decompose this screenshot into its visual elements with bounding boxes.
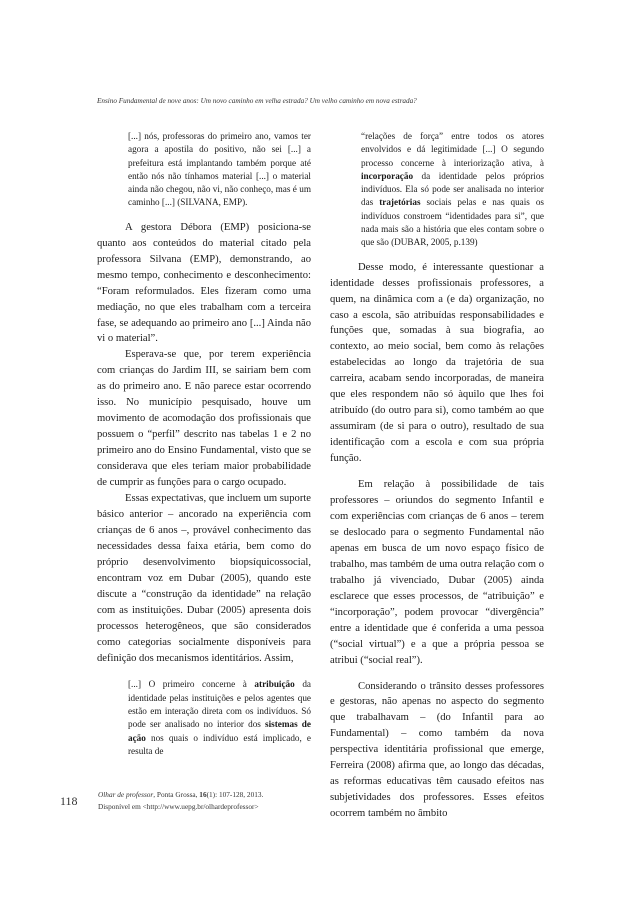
quote-text: da identidade pelos próprios indivíduos. Ela só pode ser analisada no interior das [361, 170, 544, 208]
block-quote-dubar-part2 [361, 130, 544, 250]
paragraph-expectativa: Esperava-se que, por terem experiência com crianças do Jardim III, se sairiam bem com as do primeiro ano. E não parece estar ocorrendo isso. No município pesquisado, houve um movimento de acomodação dos profissionais que possuem o “perfil” descrito nas tabelas 1 e 2 no primeiro ano do Ensino Fundamental, visto que se considerava que eles teriam maior probabilidade de cumprir as funções para o cargo ocupado. [97, 349, 311, 489]
right-column [330, 130, 544, 822]
block-quote-dubar-part1 [128, 678, 311, 758]
citation-issue-pages: (1): 107-128, 2013. [206, 790, 264, 799]
paragraph-deslocamento: Em relação à possibilidade de tais professores – oriundos do segmento Infantil e com experiências com crianças de 6 anos – terem se deslocado para o segmento Fundamental não apenas em busca de um novo espaço físico de trabalho, mas também de uma outra relação com o trabalho já vivenciado, Dubar (2005) ainda esclarece que esses processos, de “atribuição” e “incorporação”, podem provocar “divergência” entre a identidade que é conferida a uma pessoa (“social virtual”) e a que a própria pessoa se atribui (“social real”). [330, 479, 544, 666]
journal-title: Olhar de professor [98, 790, 154, 799]
left-column [97, 130, 311, 758]
block-quote-silvana: [...] nós, professoras do primeiro ano, vamos ter agora a apostila do positivo, não sei [...] a prefeitura está implantando também porque até então nós não tínhamos material [...] o material ainda não chegou, não vi, não conheço, mas é um caminho [...] (SILVANA, EMP). [128, 131, 311, 208]
citation-line [98, 789, 398, 801]
quote-text: [...] O primeiro concerne à [128, 679, 255, 690]
quote-text: “relações de força” entre todos os atores envolvidos e dá legitimidade [...] O segundo processo concerne à interiorização ativa, à [361, 131, 544, 168]
running-header: Ensino Fundamental de nove anos: Um novo caminho em velha estrada? Um velho caminho em nova estrada? [97, 97, 417, 105]
citation-place: , Ponta Grossa, [153, 790, 200, 799]
page-number: 118 [60, 794, 78, 808]
quote-text: da identidade pelas instituições e pelos agentes que estão em interação direta com os indivíduos. Só pode ser analisado no interior dos [128, 679, 312, 730]
quote-bold-term: atribuição [254, 679, 295, 690]
quote-bold-term: incorporação [361, 170, 414, 181]
quote-bold-term: sistemas de ação [128, 719, 311, 743]
footer-citation [98, 789, 398, 812]
paragraph-identidade: Desse modo, é interessante questionar a identidade desses profissionais professores, a quem, na dinâmica com a (e da) organização, no caso a escola, são atribuídas responsabilidades e funções que, somadas à sua biografia, ao contexto, ao meio social, bem como às relações estabelecidas ao longo da trajetória de sua carreira, acabam sendo incorporadas, de maneira que eles respondem não só àquilo que lhes foi atribuído (do outro para si), como também ao que assumiram (de si para o outro), resultado de sua identificação com a escola e com sua própria função. [330, 261, 544, 465]
quote-text: sociais pelas e nas quais os indivíduos constroem “identidades para si”, que nada mais são a história que eles contam sobre o que são (DUBAR, 2005, p.139) [361, 197, 544, 248]
citation-volume: 16 [199, 790, 207, 799]
quote-text: nos quais o indivíduo está implicado, e resulta de [128, 732, 311, 756]
paragraph-debora: A gestora Débora (EMP) posiciona-se quanto aos conteúdos do material citado pela professora Silvana (EMP), demonstrando, ao mesmo tempo, conhecimento e desconhecimento: “Foram reformulados. Eles fizeram como uma mediação, no que eles trabalham com a terceira fase, se adequando ao primeiro ano [...] Ainda não vi o material”. [97, 221, 311, 345]
paragraph-ferreira: Considerando o trânsito desses professores e gestoras, não apenas no aspecto do segmento que trabalhavam – (do Infantil para ao Fundamental) – como também da nova perspectiva identitária profissional que emerge, Ferreira (2008) afirma que, ao longo das décadas, as reformas educativas têm causado efeitos nas subjetividades dos professores. Esses efeitos ocorrem também no âmbito [330, 680, 544, 820]
quote-bold-term: trajetórias [379, 197, 421, 208]
availability-line: Disponível em <http://www.uepg.br/olhardeprofessor> [98, 801, 259, 811]
paragraph-dubar-intro: Essas expectativas, que incluem um suporte básico anterior – ancorado na experiência com crianças de 6 anos –, provável conhecimento das necessidades dessa faixa etária, bem como do próprio desenvolvimento biopsíquicossocial, encontram voz em Dubar (2005), quando este discute a “construção da identidade” na relação com as instituições. Dubar (2005) apresenta dois processos heterogêneos, que são considerados como categorias socialmente disponíveis para definição dos mecanismos identitários. Assim, [97, 492, 311, 664]
